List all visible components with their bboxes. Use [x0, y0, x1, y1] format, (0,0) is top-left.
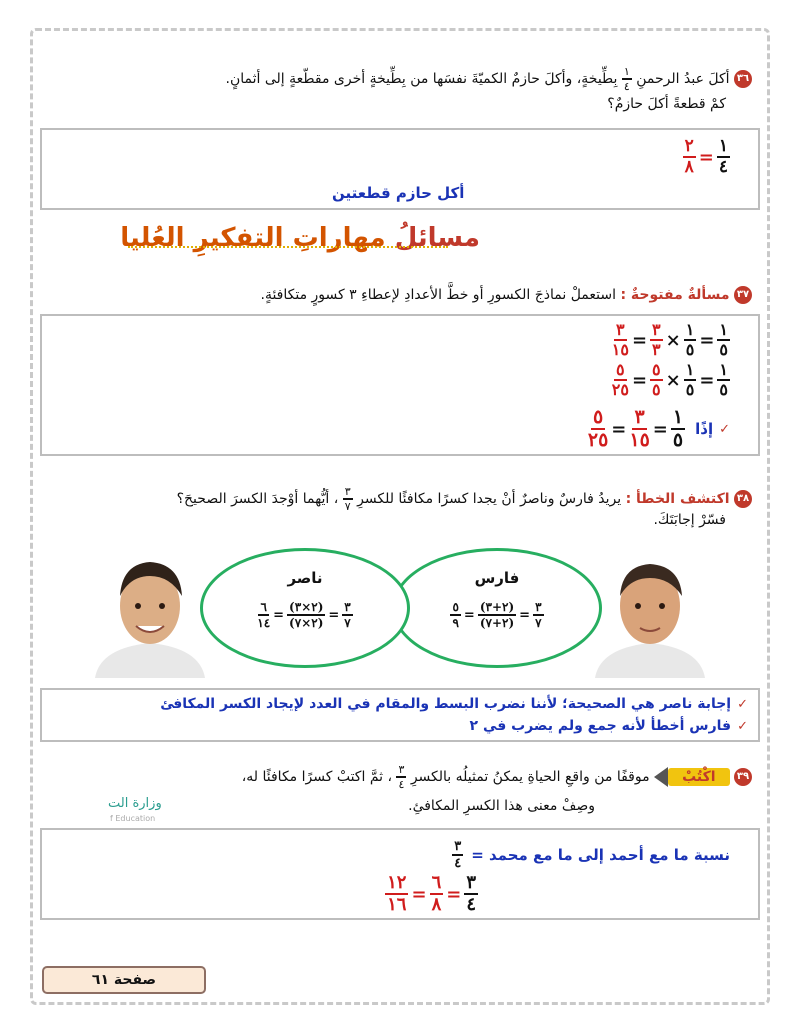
pencil-icon — [654, 767, 729, 787]
q39-answer-box — [40, 828, 760, 920]
boy-nasser-image — [90, 548, 210, 678]
ministry-watermark-sub: f Education — [110, 814, 156, 823]
write-badge: اكْتُبْ — [668, 768, 729, 786]
fares-expression: $\frac{٥}{٩}$ = $\frac{(٢+٣)}{(٢+٧)}$ = $\frac{٣}{٧}$ — [452, 600, 542, 630]
check-icon: ✓ — [737, 697, 748, 712]
fares-speech-bubble — [392, 548, 602, 668]
q37-row2: $\frac{٥}{٢٥}$ = $\frac{٥}{٥}$ × $\frac{١}{٥}$ = $\frac{١}{٥}$ — [611, 360, 728, 399]
boy-fares-image — [590, 548, 710, 678]
check-icon: ✓ — [737, 719, 748, 734]
nasser-name: ناصر — [287, 569, 323, 587]
q37-row3: $\frac{٥}{٢٥}$ = $\frac{٣}{١٥}$ = $\frac{١}{٥}$ إذًا ✓ — [587, 406, 730, 451]
page-number: صفحة ٦١ — [42, 966, 206, 994]
q38-line2: فسّرْ إجابَتَكَ. — [653, 512, 726, 528]
q38-answer1: ✓إجابة ناصر هي الصحيحة؛ لأننا نضرب البسط والمقام في العدد لإيجاد الكسر المكافئ — [160, 696, 748, 712]
check-icon: ✓ — [719, 421, 730, 437]
q38-answer2: ✓فارس أخطأ لأنه جمع ولم يضرب في ٢ — [469, 718, 748, 734]
q36-line2: كمْ قطعةً أكلَ حازمٌ؟ — [607, 96, 726, 112]
q38-answer-box — [40, 688, 760, 742]
q39-line2: وصِفْ معنى هذا الكسرِ المكافئِ. — [408, 798, 595, 814]
q37-so-label: إذًا — [695, 420, 714, 438]
q36-number: ٣٦ — [734, 70, 752, 88]
section-title: مسائلُ مهاراتِ التفكيرِ العُليا — [120, 223, 480, 253]
q37-label: مسألةٌ مفتوحةٌ : — [620, 287, 730, 303]
q37-answer-box — [40, 314, 760, 456]
ministry-watermark: وزارة الت — [108, 796, 162, 811]
fares-name: فارس — [474, 569, 520, 587]
q37-line: ٣٧ مسألةٌ مفتوحةٌ : استعملْ نماذجَ الكسورِ أو خطَّ الأعدادِ لإعطاءِ ٣ كسورٍ متكافئةٍ. — [261, 286, 753, 304]
q37-row1: $\frac{٣}{١٥}$ = $\frac{٣}{٣}$ × $\frac{١}{٥}$ = $\frac{١}{٥}$ — [611, 320, 728, 359]
q36-fraction: $\frac{١}{٤}$ — [623, 65, 630, 93]
nasser-speech-bubble — [200, 548, 410, 668]
q38-line1: ٣٨ اكتشف الخطأ : يريدُ فارسٌ وناصرٌ أنْ يجدا كسرًا مكافئًا للكسرِ $\frac{٣}{٧}$ ، أيُّهما أوْجدَ الكسرَ الصحيحَ؟ — [177, 486, 752, 512]
q38-fraction: $\frac{٣}{٧}$ — [344, 485, 351, 513]
q39-equation: $\frac{١٢}{١٦}$ = $\frac{٦}{٨}$ = $\frac{٣}{٤}$ — [387, 872, 476, 915]
q36-answer: أكل حازم قطعتين — [332, 184, 465, 202]
q39-line1: ٣٩ اكْتُبْ موقفًا من واقعِ الحياةِ يمكنُ تمثيلُه بالكسرِ $\frac{٣}{٤}$ ، ثمَّ اكتبْ كسرًا مكافئًا له، — [242, 764, 752, 790]
q36-equation: $\frac{٢}{٨}$ = $\frac{١}{٤}$ — [684, 136, 728, 177]
q39-answer-fraction: $\frac{٣}{٤}$ — [454, 839, 462, 871]
section-title-dots — [128, 246, 448, 248]
q39-fraction: $\frac{٣}{٤}$ — [398, 763, 405, 791]
q36-line1: ٣٦ أكلَ عبدُ الرحمنِ $\frac{١}{٤}$ بِطِّيخةٍ، وأكلَ حازمٌ الكميّةَ نفسَها من بِطِّيخةٍ أخرى مقطّعةٍ إلى أثمانٍ. — [226, 66, 752, 92]
q36-answer-box — [40, 128, 760, 210]
nasser-expression: $\frac{٦}{١٤}$ = $\frac{(٢\times ٣)}{(٢\times ٧)}$ = $\frac{٣}{٧}$ — [257, 600, 351, 630]
q38-label: اكتشف الخطأ : — [625, 491, 730, 507]
q39-answer: نسبة ما مع أحمد إلى ما مع محمد = $\frac{٣}{٤}$ — [454, 839, 730, 871]
